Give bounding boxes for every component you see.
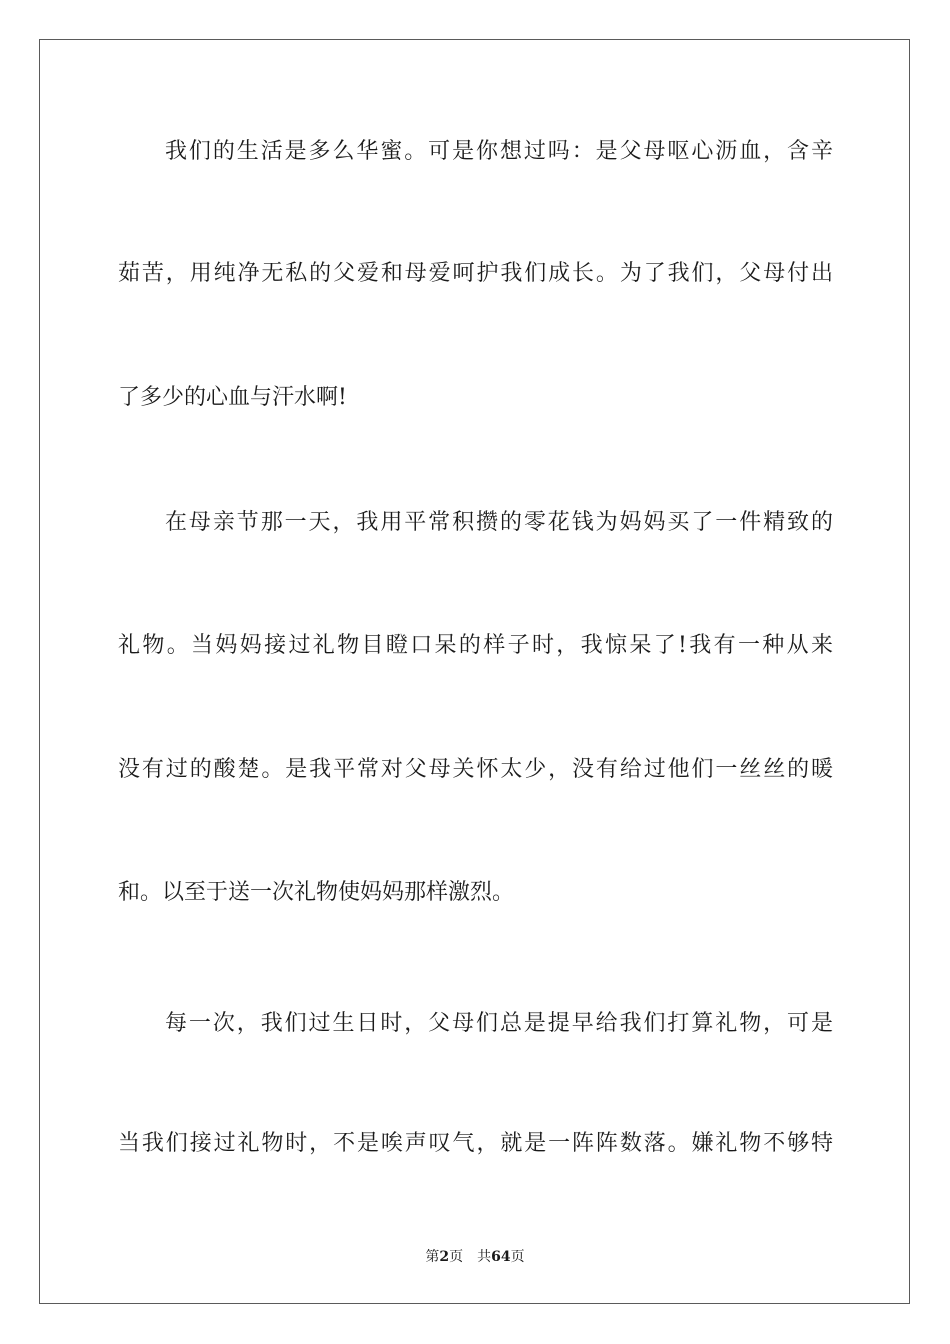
text-line-1: 我们的生活是多么华蜜。可是你想过吗：是父母呕心沥血，含辛 bbox=[165, 139, 833, 164]
page-number: 2 bbox=[439, 1249, 450, 1265]
text-line-2: 茹苦，用纯净无私的父爱和母爱呵护我们成长。为了我们，父母付出 bbox=[118, 261, 833, 286]
text-line-5: 礼物。当妈妈接过礼物目瞪口呆的样子时，我惊呆了!我有一种从来 bbox=[118, 633, 833, 658]
total-suffix: 页 bbox=[510, 1249, 525, 1265]
page-suffix: 页 bbox=[449, 1249, 464, 1265]
text-line-6: 没有过的酸楚。是我平常对父母关怀太少，没有给过他们一丝丝的暖 bbox=[118, 757, 833, 782]
total-pages: 64 bbox=[491, 1249, 511, 1265]
text-line-8: 每一次，我们过生日时，父母们总是提早给我们打算礼物，可是 bbox=[165, 1011, 833, 1036]
text-line-7: 和。以至于送一次礼物使妈妈那样激烈。 bbox=[118, 880, 515, 905]
text-line-4: 在母亲节那一天，我用平常积攒的零花钱为妈妈买了一件精致的 bbox=[165, 510, 833, 535]
page-frame bbox=[39, 39, 910, 1304]
page-prefix: 第 bbox=[425, 1249, 440, 1265]
text-line-9: 当我们接过礼物时，不是唉声叹气，就是一阵阵数落。嫌礼物不够特 bbox=[118, 1131, 833, 1156]
page-footer bbox=[0, 1246, 950, 1266]
text-line-3: 了多少的心血与汗水啊! bbox=[118, 385, 347, 410]
total-prefix: 共 bbox=[477, 1249, 492, 1265]
